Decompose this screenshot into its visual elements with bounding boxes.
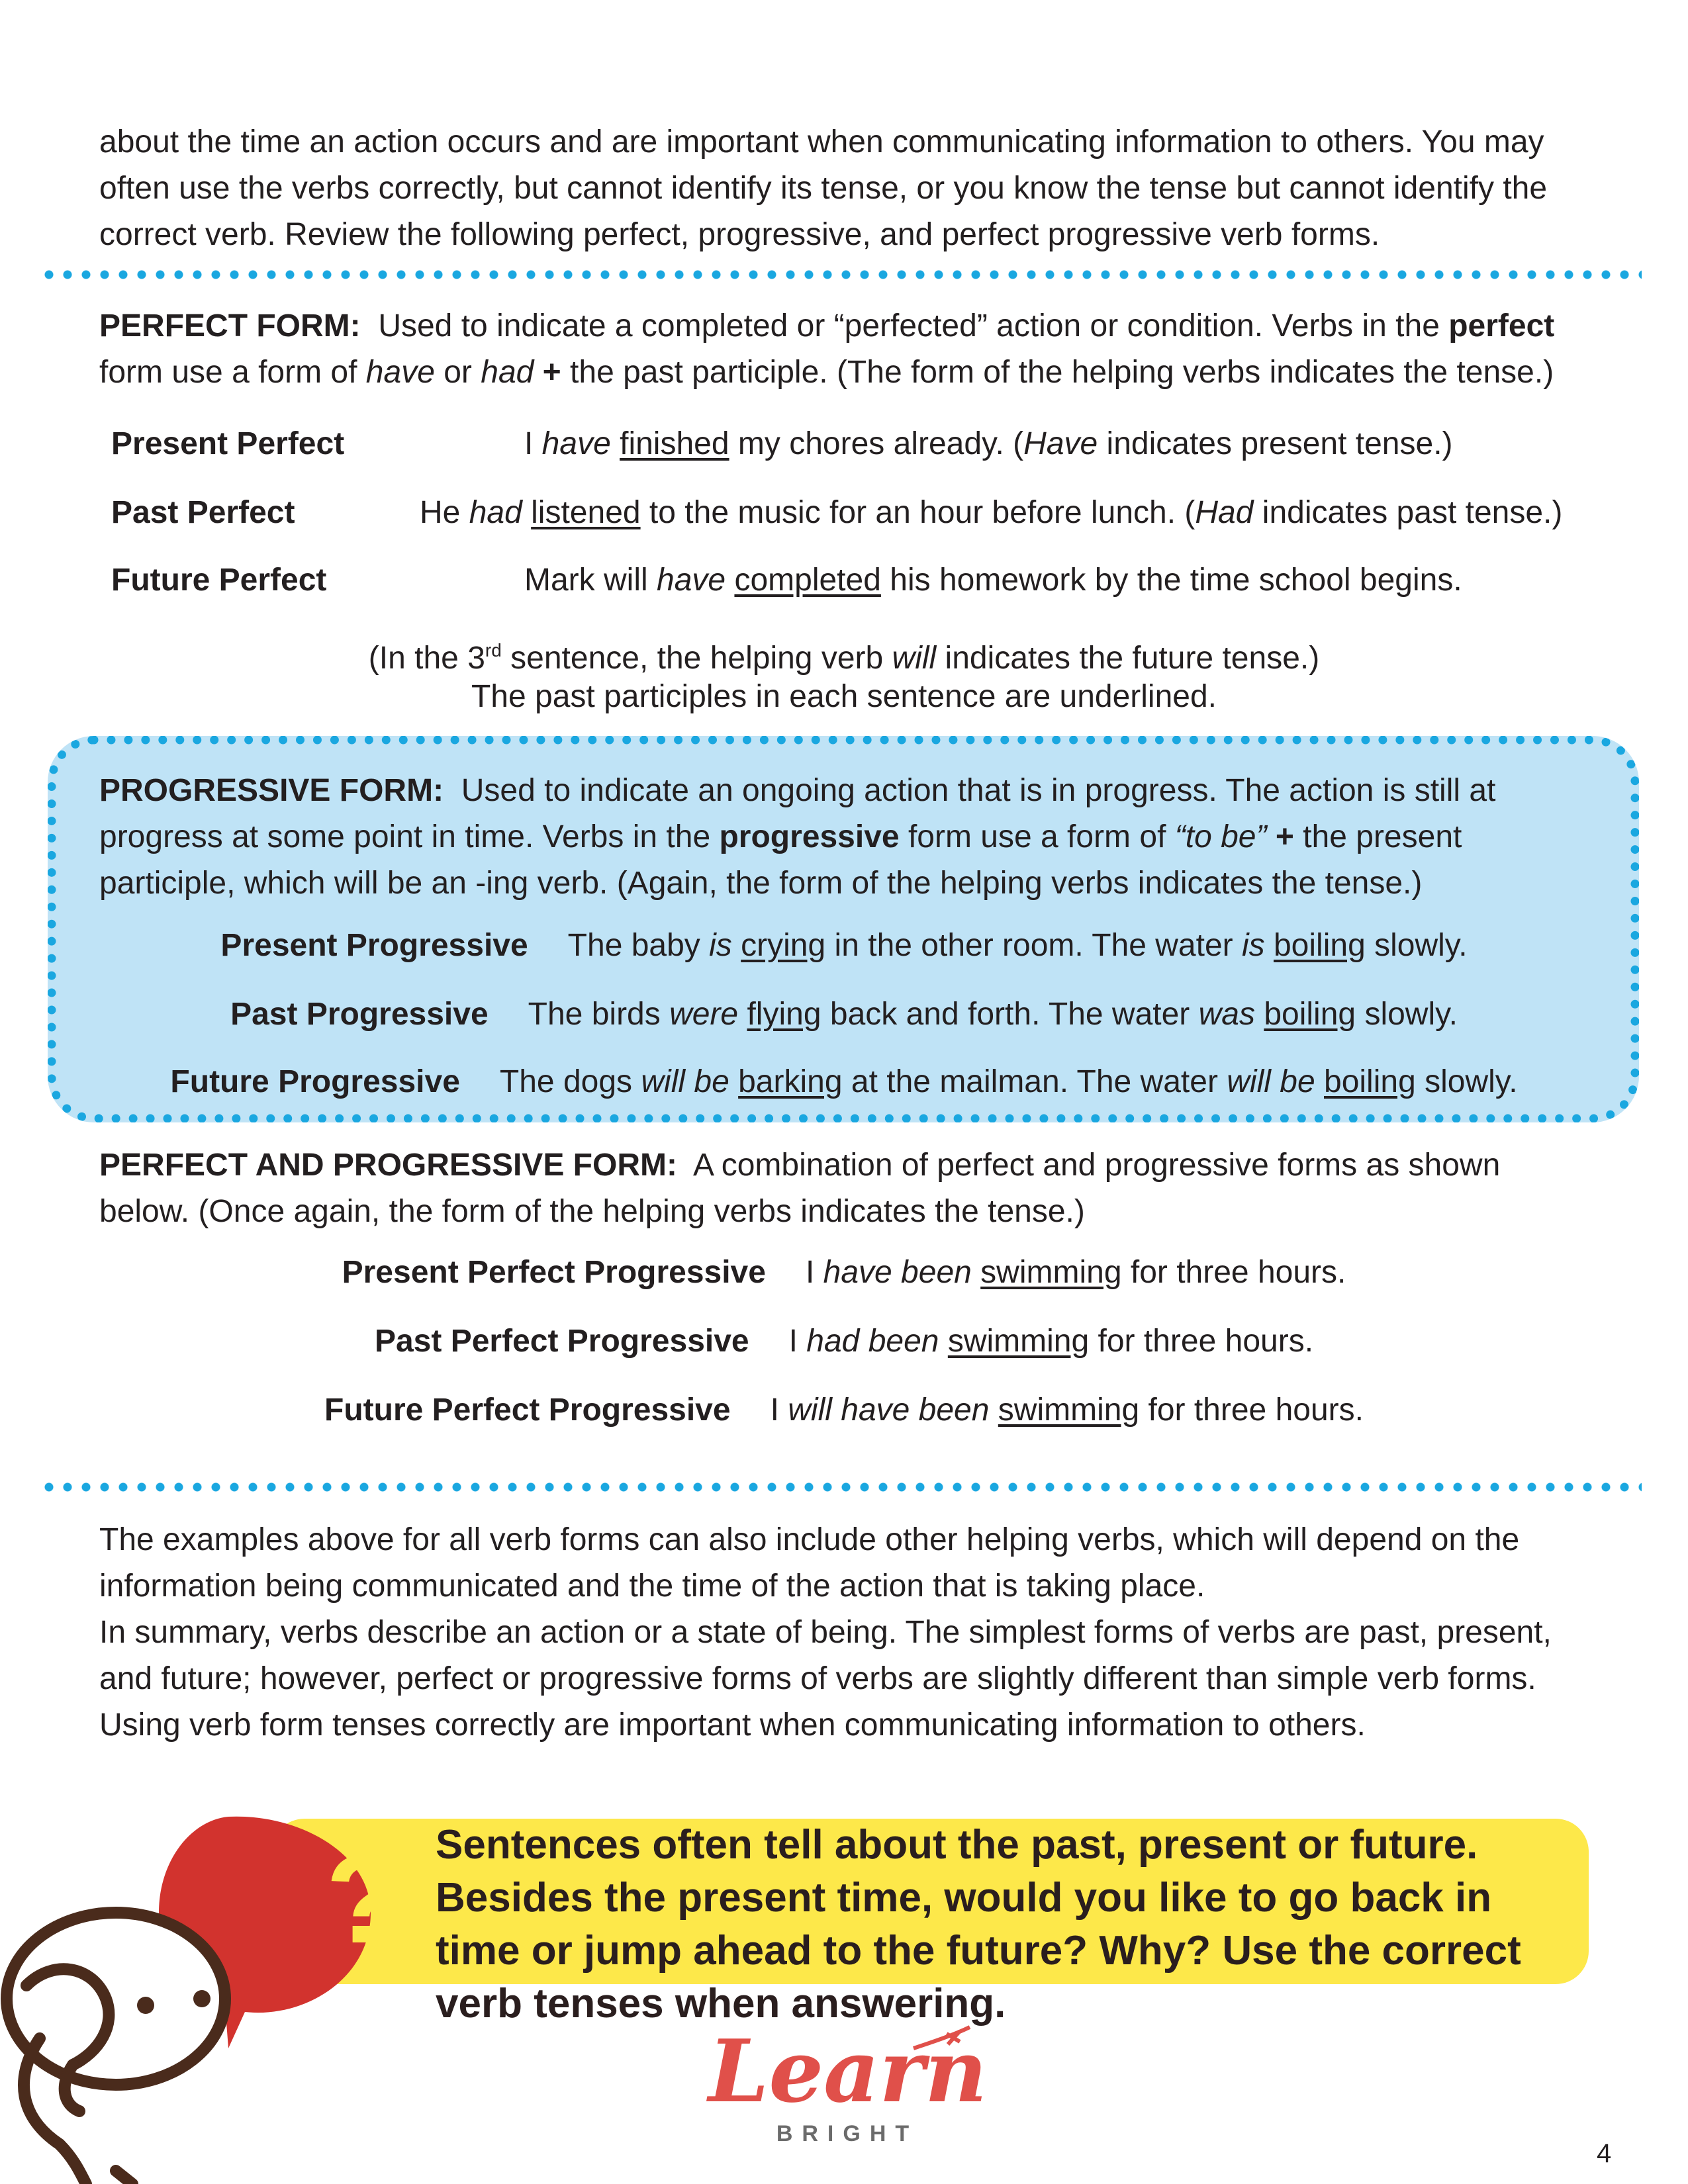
present-perfect-example: I have finished my chores already. (Have indicates present tense.) [524,426,1453,461]
present-perfect-progressive-row: Present Perfect Progressive I have been swimming for three hours. [342,1255,1346,1290]
intro-paragraph: about the time an action occurs and are important when communicating information to others. You may often use the verbs correctly, but cannot identify its tense, or you know the tense but cannot identify the correct verb. Review the following perfect, progressive, and perfect progressive verb forms. [99,124,1548,252]
progressive-form-paragraph [99,768,1589,907]
summary-paragraph-2: In summary, verbs describe an action or a state of being. The simplest forms of verbs are past, present, and future; however, perfect or progressive forms of verbs are slightly different than simple verb forms. Using verb form tenses correctly are important when communicating information to others. [99,1615,1552,1743]
question-prompt-text: Sentences often tell about the past, present or future. Besides the present time, would you like to go back in time or jump ahead to the future? Why? Use the correct verb tenses when answering. [436,1822,1521,2026]
present-perfect-progressive-label: Present Perfect Progressive [342,1255,766,1290]
question-mark-icon: ? [325,1829,403,1970]
perfect-desc-text: or [434,355,481,390]
future-perfect-example: Mark will have completed his homework by the time school begins. [524,563,1462,598]
perfect-desc-italic: had [481,355,534,390]
dotted-divider [40,1482,1642,1492]
progressive-form-heading: PROGRESSIVE FORM: [99,773,444,808]
progressive-desc-plus: + [1266,819,1303,854]
present-progressive-label: Present Progressive [220,928,528,963]
perfect-progressive-heading: PERFECT AND PROGRESSIVE FORM: [99,1148,677,1183]
perfect-desc-text: form use a form of [99,355,366,390]
present-progressive-row: Present Progressive The baby is crying in the other room. The water is boiling slowly. [220,928,1468,963]
summary-paragraph-1: The examples above for all verb forms can also include other helping verbs, which will depend on the information being communicated and the time of the action that is taking place. [99,1522,1520,1604]
perfect-desc-italic: have [365,355,435,390]
past-perfect-label: Past Perfect [111,495,295,530]
logo-subtitle: BRIGHT [776,2121,919,2146]
perfect-progressive-desc: A combination of perfect and progressive forms as shown below. (Once again, the form of the helping verbs indicates the tense.) [99,1148,1501,1229]
perfect-progressive-paragraph [99,1142,1589,1235]
future-perfect-label: Future Perfect [111,563,327,598]
perfect-desc-text: Used to indicate a completed or “perfected” action or condition. Verbs in the [378,308,1449,343]
page-number: 4 [1597,2139,1612,2168]
present-perfect-label: Present Perfect [111,426,345,461]
perfect-note-1: (In the 3rd sentence, the helping verb will indicates the future tense.) [368,640,1320,676]
progressive-desc-italic: “to be” [1174,819,1267,854]
past-progressive-row: Past Progressive The birds were flying back and forth. The water was boiling slowly. [230,997,1458,1032]
future-progressive-row: Future Progressive The dogs will be barking at the mailman. The water will be boiling slowly. [170,1064,1518,1099]
future-perfect-progressive-row: Future Perfect Progressive I will have been swimming for three hours. [324,1392,1364,1428]
logo-word: Learn [708,2021,988,2122]
past-perfect-example: He had listened to the music for an hour before lunch. (Had indicates past tense.) [420,495,1563,530]
past-perfect-progressive-row: Past Perfect Progressive I had been swimming for three hours. [374,1324,1314,1359]
perfect-note-2: The past participles in each sentence are underlined. [471,679,1217,714]
perfect-form-paragraph [99,303,1589,396]
person-figure [7,1913,225,2184]
progressive-desc-bold: progressive [719,819,900,854]
dotted-divider [40,270,1642,279]
progressive-desc-text: form use a form of [899,819,1175,854]
figure-eye [137,1997,154,2014]
past-perfect-progressive-label: Past Perfect Progressive [374,1324,749,1359]
perfect-form-heading: PERFECT FORM: [99,308,361,343]
progressive-desc-text: the present participle, which will be an -ing verb. (Again, the form of the helping verbs indicates the tense.) [99,819,1462,901]
perfect-desc-text: the past participle. (The form of the helping verbs indicates the tense.) [570,355,1554,390]
perfect-desc-bold: perfect [1448,308,1555,343]
learn-bright-logo [708,2022,986,2148]
figure-eye [193,1990,211,2007]
future-perfect-progressive-label: Future Perfect Progressive [324,1392,731,1428]
future-progressive-label: Future Progressive [170,1064,460,1099]
progressive-desc-text: Used to indicate an ongoing action that is in progress. The action is still at progress at some point in time. Verbs in the [99,773,1496,854]
past-progressive-label: Past Progressive [230,997,489,1032]
perfect-desc-plus: + [534,355,571,390]
